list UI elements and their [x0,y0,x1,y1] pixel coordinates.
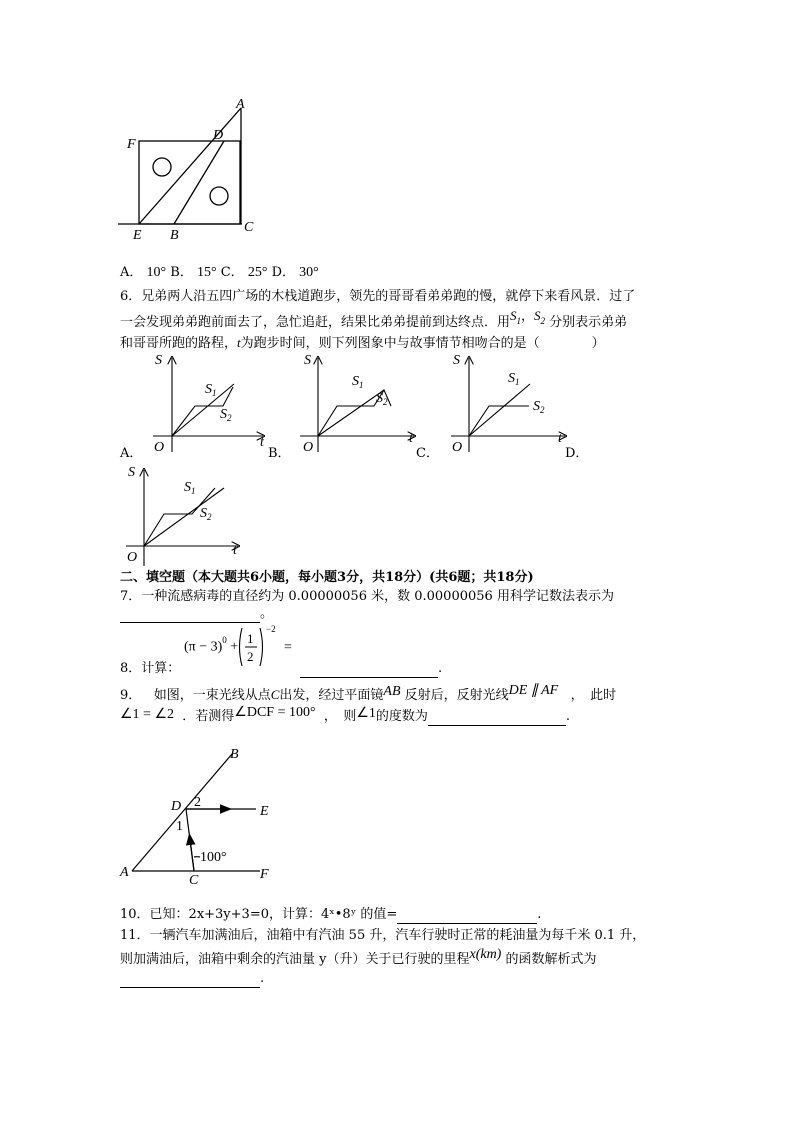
q6-option-d: D． [565,446,589,461]
q11-line2 [120,947,597,969]
q6-line3b: 为跑步时间，则下列图象中与故事情节相吻合的是（ ） [240,336,605,351]
q9-line1 [120,683,617,705]
graph-d [118,462,248,568]
q10-text: 10．已知：2x+3y+3=0，计算：4ˣ•8ʸ 的值= [120,907,398,922]
q5-option-a-value: 10° [146,265,167,280]
circle-right [210,187,228,205]
q7-text: 7．一种流感病毒的直径约为 0.00000056 米，数 0.00000056 用科学记数法表示为 [120,589,614,604]
q6-s1: S [510,308,517,323]
label-S2: $S_2$ [533,399,545,415]
graph-b [296,350,426,456]
line-BD [174,141,224,224]
label-O: O [127,550,138,565]
line-s1 [318,390,384,436]
q8-exp: −2 [266,624,276,634]
label-O: O [303,440,314,455]
label-1: 1 [176,819,183,834]
label-S1: $S_1$ [352,374,364,390]
label-B: B [230,747,239,762]
label-C: C [189,873,199,886]
q9-DEAF: DE ∥ AF [508,683,559,698]
label-t: t [260,435,264,450]
label-S1: $S_1$ [508,371,520,387]
svg-text:1: 1 [247,631,254,646]
label-A: A [236,97,245,112]
q8-exp0: 0 [222,635,227,645]
label-S: S [155,353,162,368]
graph-c [447,350,577,456]
label-S: S [453,353,460,368]
label-S1: $S_1$ [205,382,217,398]
q9-c: 反射后，反射光线 [404,688,509,703]
q9-blank[interactable] [428,711,566,726]
q5-option-d-value: 30° [299,265,319,280]
label-F: F [127,137,136,152]
q10-blank[interactable] [397,909,537,924]
q5-option-c-value: 25° [247,265,268,280]
q6-line2a: 一会发现弟弟跑前面去了，急忙追赶，结果比弟弟提前到达终点．用 [120,315,511,330]
q9-num: 9． [120,688,142,703]
q9-cond2: ∠DCF = 100° [234,705,316,720]
label-S1: $S_1$ [184,480,196,496]
q8-plus: + [230,639,239,655]
q9-end: . [565,709,571,724]
q8-expr-a: (π − 3) [184,639,223,655]
q11-answer-line [120,970,264,988]
label-B: B [170,228,179,243]
label-t: t [233,543,237,558]
q6-option-b: B． [268,446,291,461]
q8-eq: = [284,640,292,655]
q8-expression [184,637,238,656]
q5-option-a: A． [120,265,143,280]
q7-end: 。 [260,606,274,621]
rectangle [139,141,240,224]
label-C: C [244,220,254,235]
q7-answer-line [120,605,273,623]
q6-comma: ， [521,309,535,324]
q5-option-d: D． [271,265,296,280]
q6-option-a: A． [120,446,143,461]
q9-figure [116,744,281,886]
line-s1 [469,384,530,436]
q11-end: . [260,971,265,986]
q9-g: 的度数为 [375,709,428,724]
q5-option-c: C． [220,265,244,280]
q6-line3a: 和哥哥所跑的路程， [120,336,238,351]
section-2-heading: 二、填空题（本大题共6小题，每小题3分，共18分）(共6题；共18分) [120,570,534,585]
q5-option-b-value: 15° [196,265,217,280]
q6-line2 [120,308,628,336]
q9-cond1: ∠1 = ∠2 [120,707,174,722]
q6-line2b: 分别表示弟弟 [549,315,628,330]
label-t: t [409,431,413,446]
q9-C: C [270,687,280,702]
label-S: S [128,465,135,480]
q11-line1: 11．一辆汽车加满油后，油箱中有汽油 55 升，汽车行驶时正常的耗油量为每千米 0.1 升， [120,928,646,943]
label-2: 2 [194,795,201,810]
q9-f: ， 则 [323,709,357,724]
q6-s2: S [534,308,541,323]
label-S2: $S_2$ [376,391,388,407]
line-EA [139,108,241,224]
label-S2: $S_2$ [220,407,232,423]
label-A: A [120,865,129,880]
q7-blank[interactable] [120,608,260,623]
arrow-CD [190,839,194,871]
graph-a [145,350,275,456]
q8-answer-line [300,660,442,678]
circle-left [153,158,171,176]
svg-text:2: 2 [247,649,254,664]
q11-line2a: 则加满油后，油箱中剩余的汽油量 y（升）关于已行驶的里程 [120,952,470,967]
q9-d: ， 此时 [570,688,617,703]
label-O: O [452,440,463,455]
q10-line [120,906,541,924]
q9-line2 [120,705,571,726]
q8-blank[interactable] [300,663,438,678]
label-D: D [213,128,224,143]
q9-e: ．若测得 [182,709,235,724]
label-t: t [558,431,562,446]
q10-end: . [537,907,542,922]
q9-b: 出发，经过平面镜 [279,688,384,703]
label-F: F [260,867,269,882]
q8-fraction [236,625,266,669]
line-s1 [144,488,224,546]
label-100deg: 100° [200,850,227,865]
q6-line1: 6．兄弟两人沿五四广场的木栈道跑步，领先的哥哥看弟弟跑的慢，就停下来看风景．过了 [120,289,636,304]
q11-line2b: 的函数解析式为 [505,952,597,967]
q8-end: . [438,661,443,676]
q11-blank[interactable] [120,973,260,988]
q6-s2-sub: 2 [540,315,546,326]
q9-AB: AB [383,684,401,699]
q8-label: 8．计算： [120,661,181,676]
q6-option-c: C． [416,446,439,461]
label-E: E [260,804,269,819]
label-S2: $S_2$ [200,506,212,522]
label-S: S [304,353,311,368]
label-O: O [154,440,165,455]
label-E: E [133,228,142,243]
q6-t: t [237,335,241,350]
label-D: D [171,799,182,814]
q9-a: 如图，一束光线从点 [153,688,271,703]
q5-figure [110,92,270,244]
q9-ang1: ∠1 [356,706,376,721]
q5-options [120,264,319,282]
q5-option-b: B． [170,265,193,280]
q6-s1-sub: 1 [516,315,522,326]
q11-xkm: x(km) [469,947,502,962]
